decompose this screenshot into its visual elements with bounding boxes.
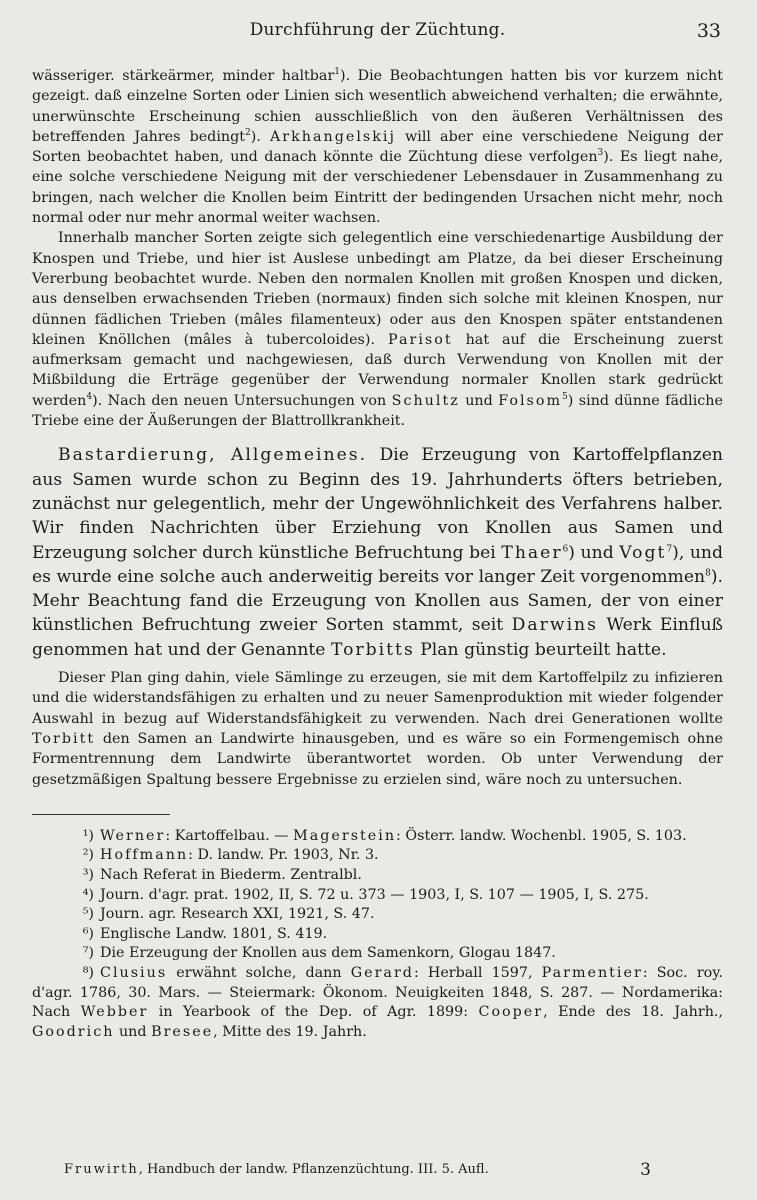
book-title: , Handbuch der landw. Pflanzenzüchtung. III. 5. Aufl. (138, 1162, 489, 1177)
text-run: hat auf die Erscheinung zuerst aufmerksam gemacht und nachgewiesen, daß durch Verwendung von Knollen mit der Mißbildung die Erträge gegenüber der Verwendung normaler Knollen stark gedrückt werden (32, 331, 723, 409)
running-title: Durchführung der Züchtung. (249, 20, 506, 40)
text-run: und (459, 392, 499, 409)
footnote-divider (32, 814, 170, 815)
author-name: Hoffmann (100, 847, 189, 864)
text-run: ). Die Beobachtungen hatten bis vor kurzem nicht gezeigt. daß einzelne Sorten oder Linien sich wesentlich abweichend verhalten; die erwähnte, unerwünschte Erscheinung schien ausschließlich von den äußeren Verhältnissen des betreffenden Jahres bedingt (32, 68, 724, 145)
text-run: ), und es wurde eine solche auch anderweitig bereits vor langer Zeit vorgenommen (32, 542, 723, 587)
footnote-text: : Kartoffelbau. — (165, 827, 294, 844)
running-header (32, 20, 723, 46)
footnote-text: : D. landw. Pr. 1903, Nr. 3. (188, 847, 379, 864)
page-body (32, 66, 723, 1042)
text-run: ). Mehr Beachtung fand die Erzeugung von Knollen aus Samen, der von einer künstlichen Befruchtung zweier Sorten stammt, seit (32, 566, 723, 636)
footnote-4 (32, 886, 723, 906)
footnote-text: Die Erzeugung der Knollen aus dem Samenkorn, Glogau 1847. (100, 945, 556, 962)
text-run: ) sind dünne fädliche Triebe eine der Äußerungen der Blattrollkrankheit. (32, 392, 723, 430)
footnote-text: Nach Referat in Biederm. Zentralbl. (100, 866, 362, 883)
footnote-1 (32, 827, 723, 847)
page-number: 33 (696, 20, 721, 42)
text-run: will aber eine verschiedene Neigung der Sorten beobachtet haben, und danach könnte die Züchtung diese verfolgen (32, 128, 724, 166)
footnote-ref: 6 (562, 543, 569, 554)
footnote-number: ³) (82, 866, 94, 883)
author-name: Fruwirth (64, 1162, 139, 1177)
text-run: ) und (568, 542, 620, 563)
footnote-ref: 3 (597, 148, 604, 159)
text-run: Werk Einfluß genommen hat und der Genannte (32, 615, 723, 660)
footnote-number: ⁶) (82, 925, 94, 942)
author-name: Arkhangelskij (269, 128, 396, 145)
author-name: Goodrich (32, 1023, 115, 1040)
author-name: Clusius (100, 964, 168, 981)
author-name: Bresee (151, 1023, 214, 1040)
text-run: wässeriger. stärkeärmer, minder haltbar (32, 68, 335, 84)
place-name: Steiermark (229, 984, 311, 1001)
footnote-text: Journ. d'agr. prat. 1902, II, S. 72 u. 373 — 1903, I, S. 107 — 1905, I, S. 275. (100, 886, 649, 903)
footnote-number: ⁵) (82, 906, 94, 923)
footnote-text: : Herball 1597, (413, 964, 542, 981)
footnote-8 (32, 964, 723, 1042)
footnote-7 (32, 944, 723, 964)
text-run: Die Erzeugung von Kartoffelpflanzen aus Samen wurde schon zu Beginn des 19. Jahrhunderts öfters betrieben, zunächst nur gelegentlich, mehr der Ungewöhnlichkeit des Verfahrens halber. Wir finden Nachrichten über Erziehung von Knollen aus Samen und Erzeugung solcher durch künstliche Befruchtung bei (32, 445, 723, 563)
footnote-text: : Soc. roy. d'agr. 1786, 30. Mars. — (32, 964, 723, 1001)
footnote-ref: 8 (705, 568, 711, 579)
paragraph-4 (32, 668, 723, 790)
page-footer (64, 1162, 723, 1186)
text-run: Dieser Plan ging dahin, viele Sämlinge zu erzeugen, sie mit dem Kartoffelpilz zu infizieren und die widerstandsfähigen zu erhalten und zu neuer Samenproduktion mit wieder folgender Auswahl in bezug auf Widerstandsfähigkeit zu verwenden. Nach drei Generationen wollte (32, 670, 723, 727)
footnote-text: : Ökonom. Neuigkeiten 1848, S. 287. — Nordamerika: Nach (32, 984, 723, 1021)
footnote-text: Englische Landw. 1801, S. 419. (100, 925, 328, 942)
footnote-number: ²) (82, 847, 94, 864)
author-name: Webber (80, 1004, 149, 1021)
author-name: Vogt (619, 542, 667, 563)
text-run: ). (250, 128, 270, 145)
author-name: Schultz (391, 392, 460, 409)
footnote-ref: 2 (245, 128, 251, 139)
signature-mark: 3 (640, 1160, 651, 1180)
paragraph-2 (32, 228, 723, 431)
author-name: Cooper (478, 1004, 544, 1021)
footnote-text: und (114, 1023, 152, 1040)
paragraph-1 (32, 66, 723, 228)
text-run: Innerhalb mancher Sorten zeigte sich gelegentlich eine verschiedenartige Ausbildung der Knospen und Triebe, und hier ist Auslese unbedingt am Platze, da bei dieser Erscheinung Vererbung beobachtet wurde. Neben den normalen Knollen mit großen Knospen und dicken, aus denselben erwachsenden Trieben (normaux) finden sich solche mit kleinen Knospen, nur dünnen fädlichen Trieben (mâles filamenteux) oder aus den Knospen später entstandenen kleinen Knöllchen (mâles à tubercoloides). (32, 230, 723, 348)
paragraph-3 (32, 443, 723, 662)
author-name: Darwins (511, 615, 598, 636)
author-name: Thaer (501, 542, 563, 563)
text-run: den Samen an Landwirte hinausgeben, und es wäre so ein Formengemisch ohne Formentrennung dem Landwirte überantwortet worden. Ob unter Verwendung der gesetzmäßigen Spaltung bessere Ergebnisse zu erzielen sind, wäre noch zu untersuchen. (32, 730, 723, 788)
footnote-ref: 1 (334, 67, 341, 78)
footnote-5 (32, 905, 723, 925)
author-name: Werner (100, 827, 166, 844)
author-name: Parisot (388, 331, 453, 348)
author-name: Parmentier (541, 964, 643, 981)
footnote-text: Journ. agr. Research XXI, 1921, S. 47. (100, 906, 375, 923)
author-name: Magerstein (293, 827, 397, 844)
footnote-number: ⁸) (82, 964, 94, 981)
footnote-ref: 4 (86, 391, 93, 402)
footnote-text: in Yearbook of the Dep. of Agr. 1899: (148, 1004, 479, 1021)
footnote-text: : Österr. landw. Wochenbl. 1905, S. 103. (396, 827, 687, 844)
footnote-ref: 7 (666, 543, 673, 554)
footnote-text: , Mitte des 19. Jahrh. (213, 1023, 367, 1040)
footnote-3 (32, 866, 723, 886)
footnote-2 (32, 846, 723, 866)
author-name: Torbitt (32, 730, 96, 747)
author-name: Folsom (498, 392, 563, 409)
section-heading: Bastardierung, Allgemeines. (58, 445, 368, 466)
footnote-text: erwähnt solche, dann (167, 964, 351, 981)
footnote-6 (32, 925, 723, 945)
footnote-text: , Ende des 18. Jahrh., (543, 1004, 723, 1021)
footnote-number: ⁴) (82, 886, 94, 903)
text-run: Plan günstig beurteilt hatte. (414, 639, 667, 660)
author-name: Torbitts (330, 639, 415, 660)
footnote-number: ⁷) (82, 945, 94, 962)
text-run: ). Nach den neuen Untersuchungen von (92, 392, 392, 409)
footnote-number: ¹) (82, 827, 94, 844)
author-name: Gerard (350, 964, 414, 981)
text-run: ). Es liegt nahe, eine solche verschiedene Neigung mit der verschiedener Lebensdauer in Zusammenhang zu bringen, nach welcher die Knollen beim Eintritt der bedingenden Ursachen nicht mehr, noch normal oder nur mehr anormal weiter wachsen. (32, 149, 724, 227)
footnote-ref: 5 (562, 391, 568, 402)
